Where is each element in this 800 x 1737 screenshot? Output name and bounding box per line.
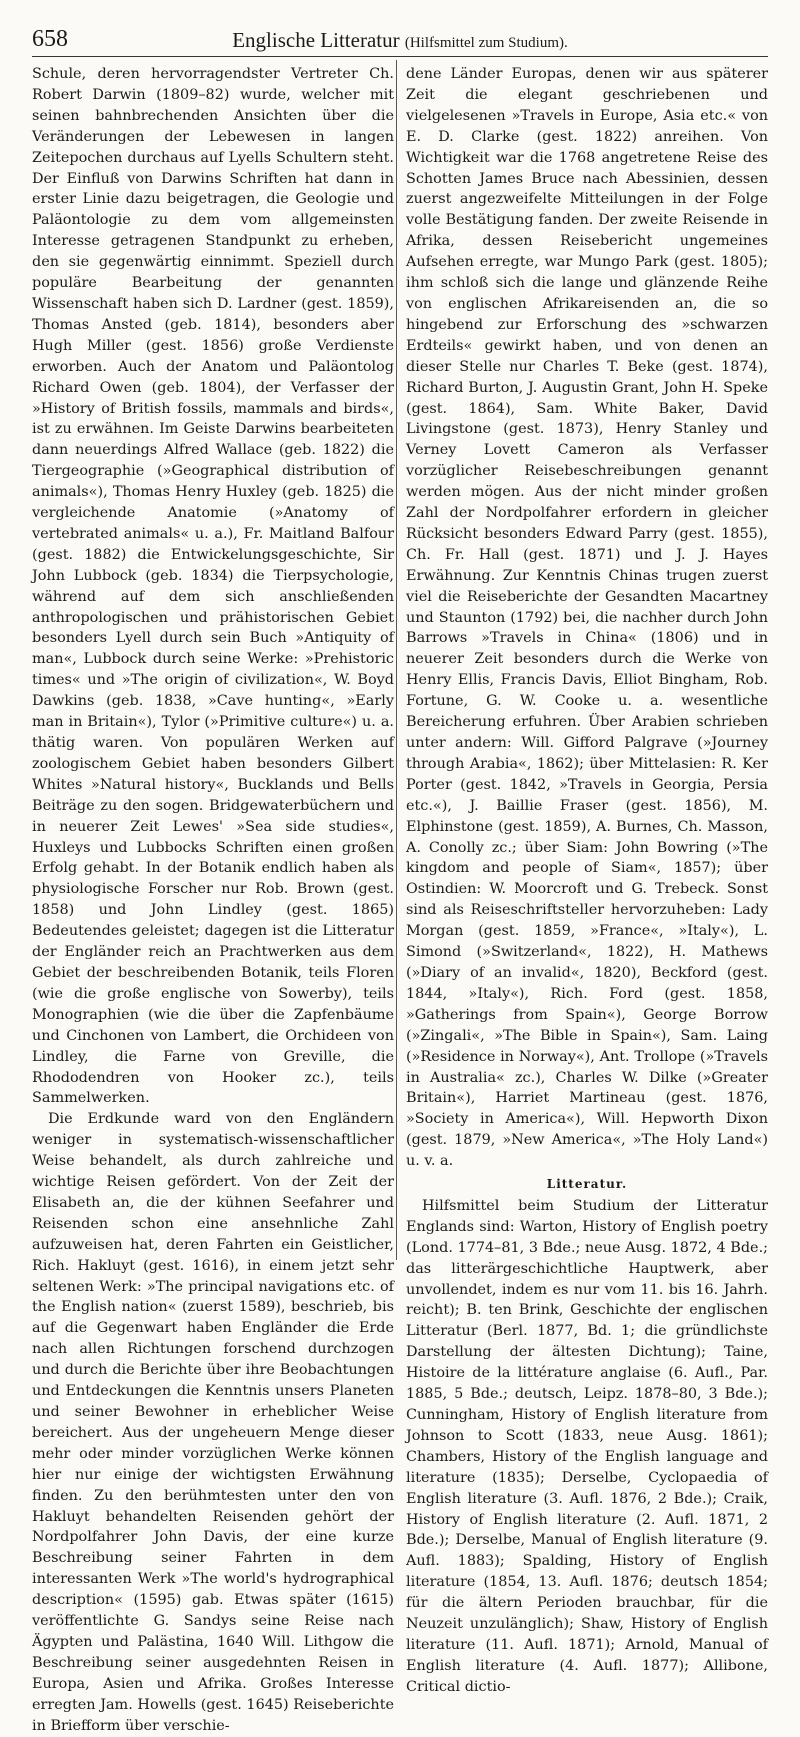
right-column xyxy=(406,64,768,1698)
left-column xyxy=(32,64,394,1737)
paragraph-natural-sciences: Schule, deren hervorragendster Vertreter Ch. Robert Darwin (1809–82) wurde, welcher mit seinen bahnbrechenden Ansichten über die Veränderungen der Lebewesen in langen Zeitepochen durchaus auf Lyells Schultern steht. Der Einfluß von Darwins Schriften hat dann in erster Linie dazu beigetragen, die Geologie und Paläontologie zu dem vom allgemeinsten Interesse getragenen Standpunkt zu erheben, den sie gegenwärtig einnimmt. Speziell durch populäre Bearbeitung der genannten Wissenschaft haben sich D. Lardner (gest. 1859), Thomas Ansted (geb. 1814), besonders aber Hugh Miller (gest. 1856) große Verdienste erworben. Auch der Anatom und Paläontolog Richard Owen (geb. 1804), der Verfasser der »History of British fossils, mammals and birds«, ist zu erwähnen. Im Geiste Darwins bearbeiteten dann neuerdings Alfred Wallace (geb. 1822) die Tiergeographie (»Geographical distribution of animals«), Thomas Henry Huxley (geb. 1825) die vergleichende Anatomie (»Anatomy of vertebrated animals« u. a.), Fr. Maitland Balfour (gest. 1882) die Entwickelungsgeschichte, Sir John Lubbock (geb. 1834) die Tierpsychologie, während auf dem sich anschließenden anthropologischen und prähistorischen Gebiet besonders Lyell durch sein Buch »Antiquity of man«, Lubbock durch seine Werke: »Prehistoric times« und »The origin of civilization«, W. Boyd Dawkins (geb. 1838, »Cave hunting«, »Early man in Britain«), Tylor (»Primitive culture«) u. a. thätig waren. Von populären Werken auf zoologischem Gebiet haben besonders Gilbert Whites »Natural history«, Bucklands und Bells Beiträge zu den sogen. Bridgewaterbüchern und in neuerer Zeit Lewes' »Sea side studies«, Huxleys und Lubbocks Schriften einen großen Erfolg gehabt. In der Botanik endlich haben als physiologische Forscher nur Rob. Brown (gest. 1858) und John Lindley (gest. 1865) Bedeutendes geleistet; dagegen ist die Litteratur der Engländer reich an Prachtwerken aus dem Gebiet der beschreibenden Botanik, teils Floren (wie die große englische von Sowerby), teils Monographien (wie die über die Zapfenbäume und Cinchonen von Lambert, die Orchideen von Lindley, die Farne von Greville, die Rhododendren von Hooker zc.), teils Sammelwerken. xyxy=(32,66,394,1107)
paragraph-bibliography: Hilfsmittel beim Studium der Litteratur Englands sind: Warton, History of English poetry (Lond. 1774–81, 3 Bde.; neue Ausg. 1872, 4 Bde.; das litterärgeschichtliche Hauptwerk, aber unvollendet, indem es nur vom 11. bis 16. Jahrh. reicht); B. ten Brink, Geschichte der englischen Litteratur (Berl. 1877, Bd. 1; die gründlichste Darstellung der ältesten Dichtung); Taine, Histoire de la littérature anglaise (6. Aufl., Par. 1885, 5 Bde.; deutsch, Leipz. 1878–80, 3 Bde.); Cunningham, History of English literature from Johnson to Scott (1833, neue Ausg. 1861); Chambers, History of the English language and literature (1835); Derselbe, Cyclopaedia of English literature (3. Aufl. 1876, 2 Bde.); Craik, History of English literature (2. Aufl. 1871, 2 Bde.); Derselbe, Manual of English literature (9. Aufl. 1883); Spalding, History of English literature (1854, 13. Aufl. 1876; deutsch 1854; für die ältern Perioden brauchbar, für die Neuzeit unzulänglich); Shaw, History of English literature (11. Aufl. 1871); Arnold, Manual of English literature (4. Aufl. 1877); Allibone, Critical dictio- xyxy=(406,1197,768,1695)
running-header xyxy=(32,22,768,57)
paragraph-geography: Die Erdkunde ward von den Engländern weniger in systematisch-wissenschaftlicher Weise behandelt, als durch zahlreiche und wichtige Reisen gefördert. Von der Zeit der Elisabeth an, die der kühnen Seefahrer und Reisenden schon eine ansehnliche Zahl aufzuweisen hat, deren Fahrten ein Geistlicher, Rich. Hakluyt (gest. 1616), in einem jetzt sehr seltenen Werk: »The principal navigations etc. of the English nation« (zuerst 1589), beschrieb, bis auf die Gegenwart haben Engländer die Erde nach allen Richtungen forschend durchzogen und durch die Berichte über ihre Beobachtungen und Entdeckungen die Kenntnis unsers Planeten und seiner Bewohner in erheblicher Weise bereichert. Aus der ungeheuern Menge dieser mehr oder minder vorzüglichen Werke können hier nur einige der wichtigsten Erwähnung finden. Zu den berühmtesten unter den von Hakluyt behandelten Reisenden gehört der Nordpolfahrer John Davis, der eine kurze Beschreibung seiner Fahrten in dem interessanten Werk »The world's hydrographical description« (1595) gab. Etwas später (1615) veröffentlichte G. Sandys seine Reise nach Ägypten und Palästina, 1640 Will. Lithgow die Beschreibung seiner ausgedehnten Reisen in Europa, Asien und Afrika. Großes Interesse erregten Jam. Howells (gest. 1645) Reiseberichte in Briefform über verschie- xyxy=(32,1111,394,1734)
column-divider xyxy=(396,60,397,1260)
section-heading: Litteratur. xyxy=(546,1177,628,1192)
title-text: Englische Litteratur xyxy=(232,28,400,52)
paragraph-travellers: dene Länder Europas, denen wir aus späterer Zeit die elegant geschriebenen und vielgelesenen »Travels in Europe, Asia etc.« von E. D. Clarke (gest. 1822) anreihen. Von Wichtigkeit war die 1768 angetretene Reise des Schotten James Bruce nach Abessinien, dessen zuerst angezweifelte Mitteilungen in der Folge volle Bestätigung fanden. Der zweite Reisende in Afrika, dessen Reisebericht ungemeines Aufsehen erregte, war Mungo Park (gest. 1805); ihm schloß sich die lange und glänzende Reihe von englischen Afrikareisenden an, die so hingebend zur Erforschung des »schwarzen Erdteils« gewirkt haben, und von denen an dieser Stelle nur Charles T. Beke (gest. 1874), Richard Burton, J. Augustin Grant, John H. Speke (gest. 1864), Sam. White Baker, David Livingstone (gest. 1873), Henry Stanley und Verney Lovett Cameron als Verfasser vorzüglicher Reisebeschreibungen genannt werden mögen. Aus der nicht minder großen Zahl der Nordpolfahrer erfordern in gleicher Rücksicht besonders Edward Parry (gest. 1855), Ch. Fr. Hall (gest. 1871) und J. J. Hayes Erwähnung. Zur Kenntnis Chinas trugen zuerst viel die Reiseberichte der Gesandten Macartney und Staunton (1792) bei, die nachher durch John Barrows »Travels in China« (1806) und in neuerer Zeit besonders durch die Werke von Henry Ellis, Francis Davis, Elliot Bingham, Rob. Fortune, G. W. Cooke u. a. wesentliche Bereicherung erfuhren. Über Arabien schrieben unter andern: Will. Gifford Palgrave (»Journey through Arabia«, 1862); über Mittelasien: R. Ker Porter (gest. 1842, »Travels in Georgia, Persia etc.«), J. Baillie Fraser (gest. 1856), M. Elphinstone (gest. 1859), A. Burnes, Ch. Masson, A. Conolly zc.; über Siam: John Bowring (»The kingdom and people of Siam«, 1857); über Ostindien: W. Moorcroft und G. Trebeck. Sonst sind als Reiseschriftsteller hervorzuheben: Lady Morgan (gest. 1859, »France«, »Italy«), L. Simond (»Switzerland«, 1822), H. Mathews (»Diary of an invalid«, 1820), Beckford (gest. 1844, »Italy«), Rich. Ford (gest. 1858, »Gatherings from Spain«), George Borrow (»Zingali«, »The Bible in Spain«), Sam. Laing (»Residence in Norway«), Ant. Trollope (»Travels in Australia« zc.), Charles W. Dilke (»Greater Britain«), Harriet Martineau (gest. 1876, »Society in America«), Will. Hepworth Dixon (gest. 1879, »New America«, »The Holy Land«) u. v. a. xyxy=(406,66,768,1170)
title-subtitle: (Hilfsmittel zum Studium). xyxy=(404,35,568,51)
page-title xyxy=(32,28,768,53)
page-number: 658 xyxy=(32,26,68,52)
